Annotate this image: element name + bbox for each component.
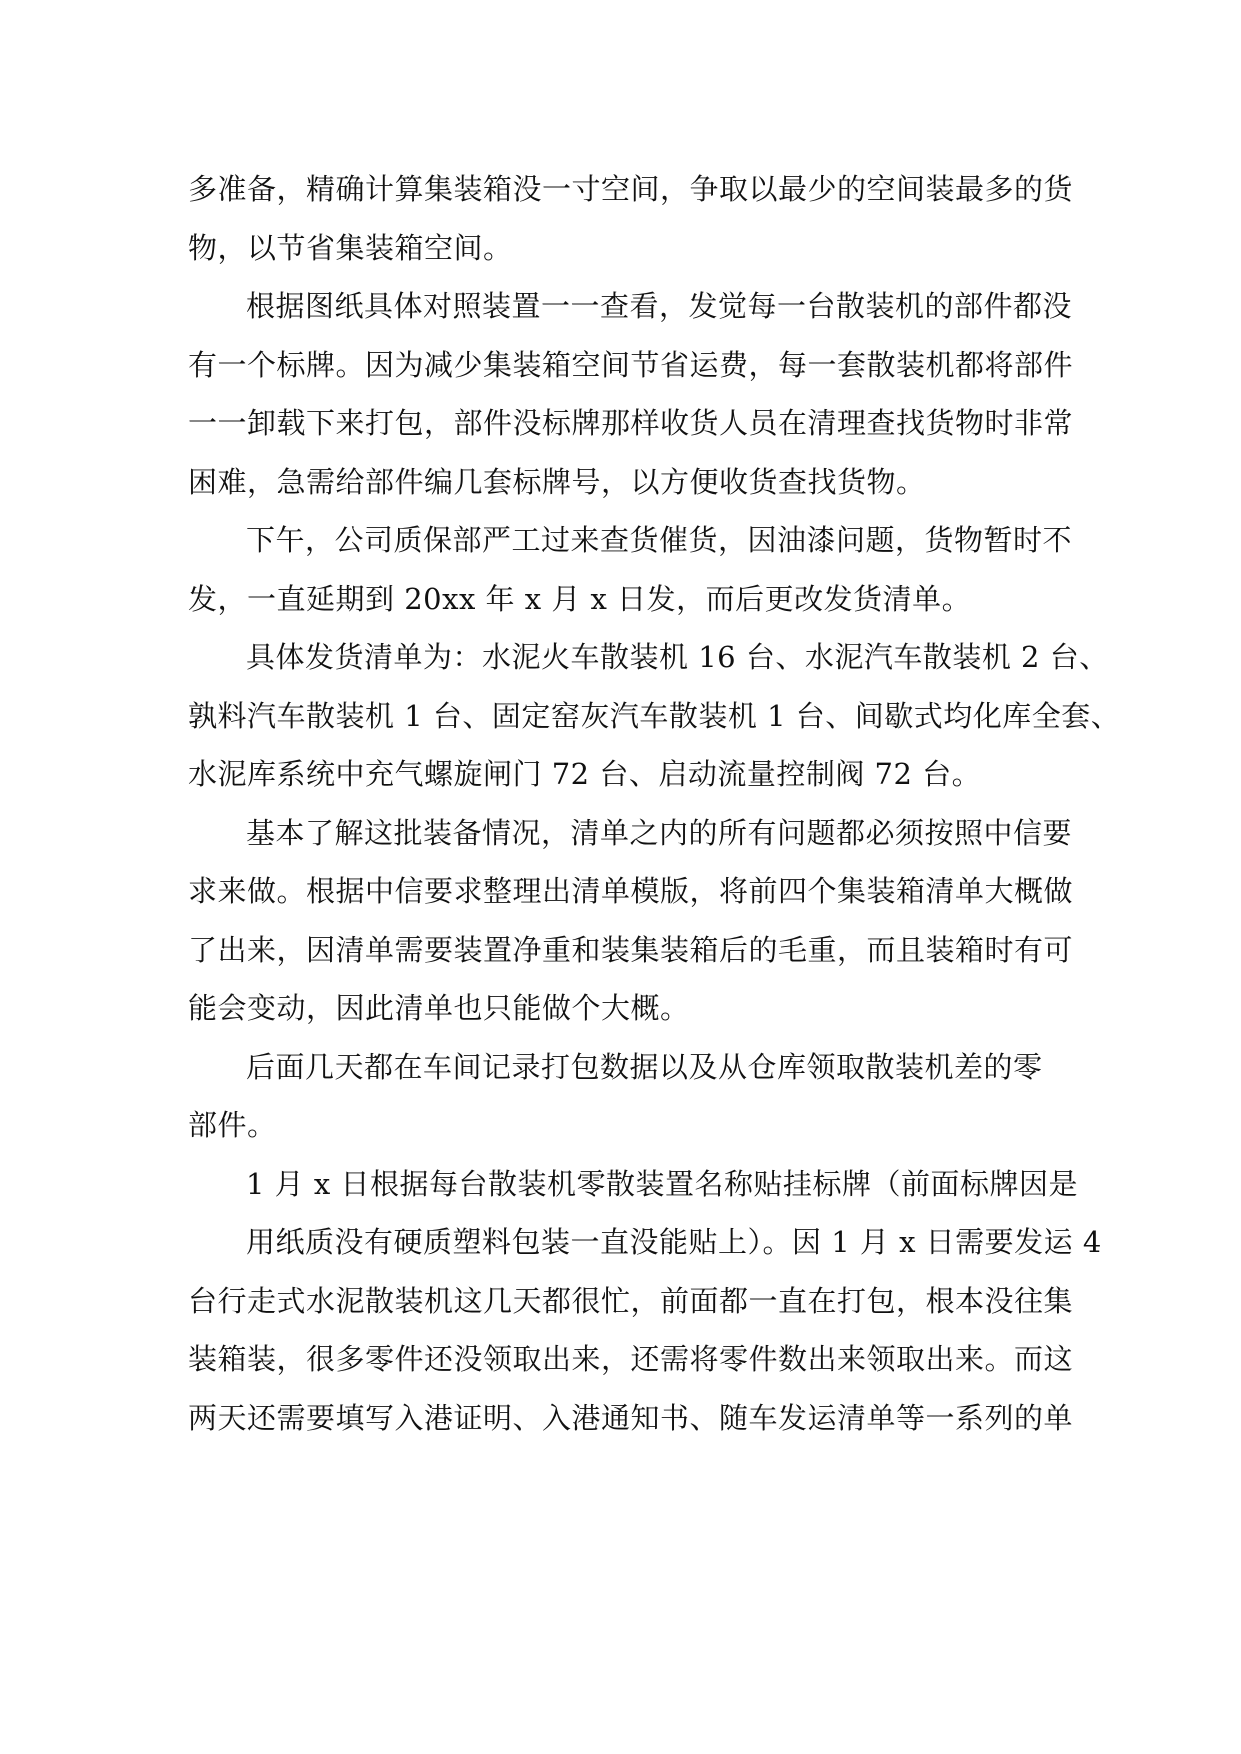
- document-body: [188, 160, 1121, 1447]
- paragraph-first-line: 具体发货清单为：水泥火车散装机 16 台、水泥汽车散装机 2 台、: [246, 640, 1109, 674]
- paragraph-first-line: 后面几天都在车间记录打包数据以及从仓库领取散装机差的零: [246, 1049, 1043, 1084]
- paragraph-first-line: 下午，公司质保部严工过来查货催货，因油漆问题，货物暂时不: [246, 523, 1073, 557]
- text-line: 用纸质没有硬质塑料包装一直没能贴上）。因 1 月 x 日需要发运 4: [246, 1225, 1102, 1259]
- text-line: 求来做。根据中信要求整理出清单模版，将前四个集装箱清单大概做: [188, 874, 1074, 908]
- text-line: 多准备，精确计算集装箱没一寸空间，争取以最少的空间装最多的货: [188, 172, 1074, 206]
- text-line: 发，一直延期到 20xx 年 x 月 x 日发，而后更改发货清单。: [188, 581, 972, 616]
- paragraph-first-line: 基本了解这批装备情况，清单之内的所有问题都必须按照中信要: [246, 815, 1073, 850]
- text-line: 两天还需要填写入港证明、入港通知书、随车发运清单等一系列的单: [188, 1400, 1074, 1435]
- text-line: 台行走式水泥散装机这几天都很忙，前面都一直在打包，根本没往集: [188, 1283, 1074, 1318]
- text-line: 物，以节省集装箱空间。: [188, 230, 513, 265]
- text-line: 水泥库系统中充气螺旋闸门 72 台、启动流量控制阀 72 台。: [188, 757, 982, 791]
- text-line: 能会变动，因此清单也只能做个大概。: [188, 991, 690, 1025]
- text-line: 了出来，因清单需要装置净重和装集装箱后的毛重，而且装箱时有可: [188, 932, 1074, 967]
- text-line: 部件。: [188, 1108, 277, 1142]
- paragraph-first-line: 根据图纸具体对照装置一一查看，发觉每一台散装机的部件都没: [246, 289, 1073, 323]
- paragraph-first-line: 1 月 x 日根据每台散装机零散装置名称贴挂标牌（前面标牌因是: [246, 1166, 1078, 1201]
- text-line: 有一个标牌。因为减少集装箱空间节省运费，每一套散装机都将部件: [188, 347, 1074, 382]
- text-line: 一一卸载下来打包，部件没标牌那样收货人员在清理查找货物时非常: [188, 406, 1074, 440]
- text-line: 装箱装，很多零件还没领取出来，还需将零件数出来领取出来。而这: [188, 1342, 1074, 1376]
- text-line: 困难，急需给部件编几套标牌号，以方便收货查找货物。: [188, 464, 926, 499]
- text-line: 孰料汽车散装机 1 台、固定窑灰汽车散装机 1 台、间歇式均化库全套、: [188, 698, 1121, 733]
